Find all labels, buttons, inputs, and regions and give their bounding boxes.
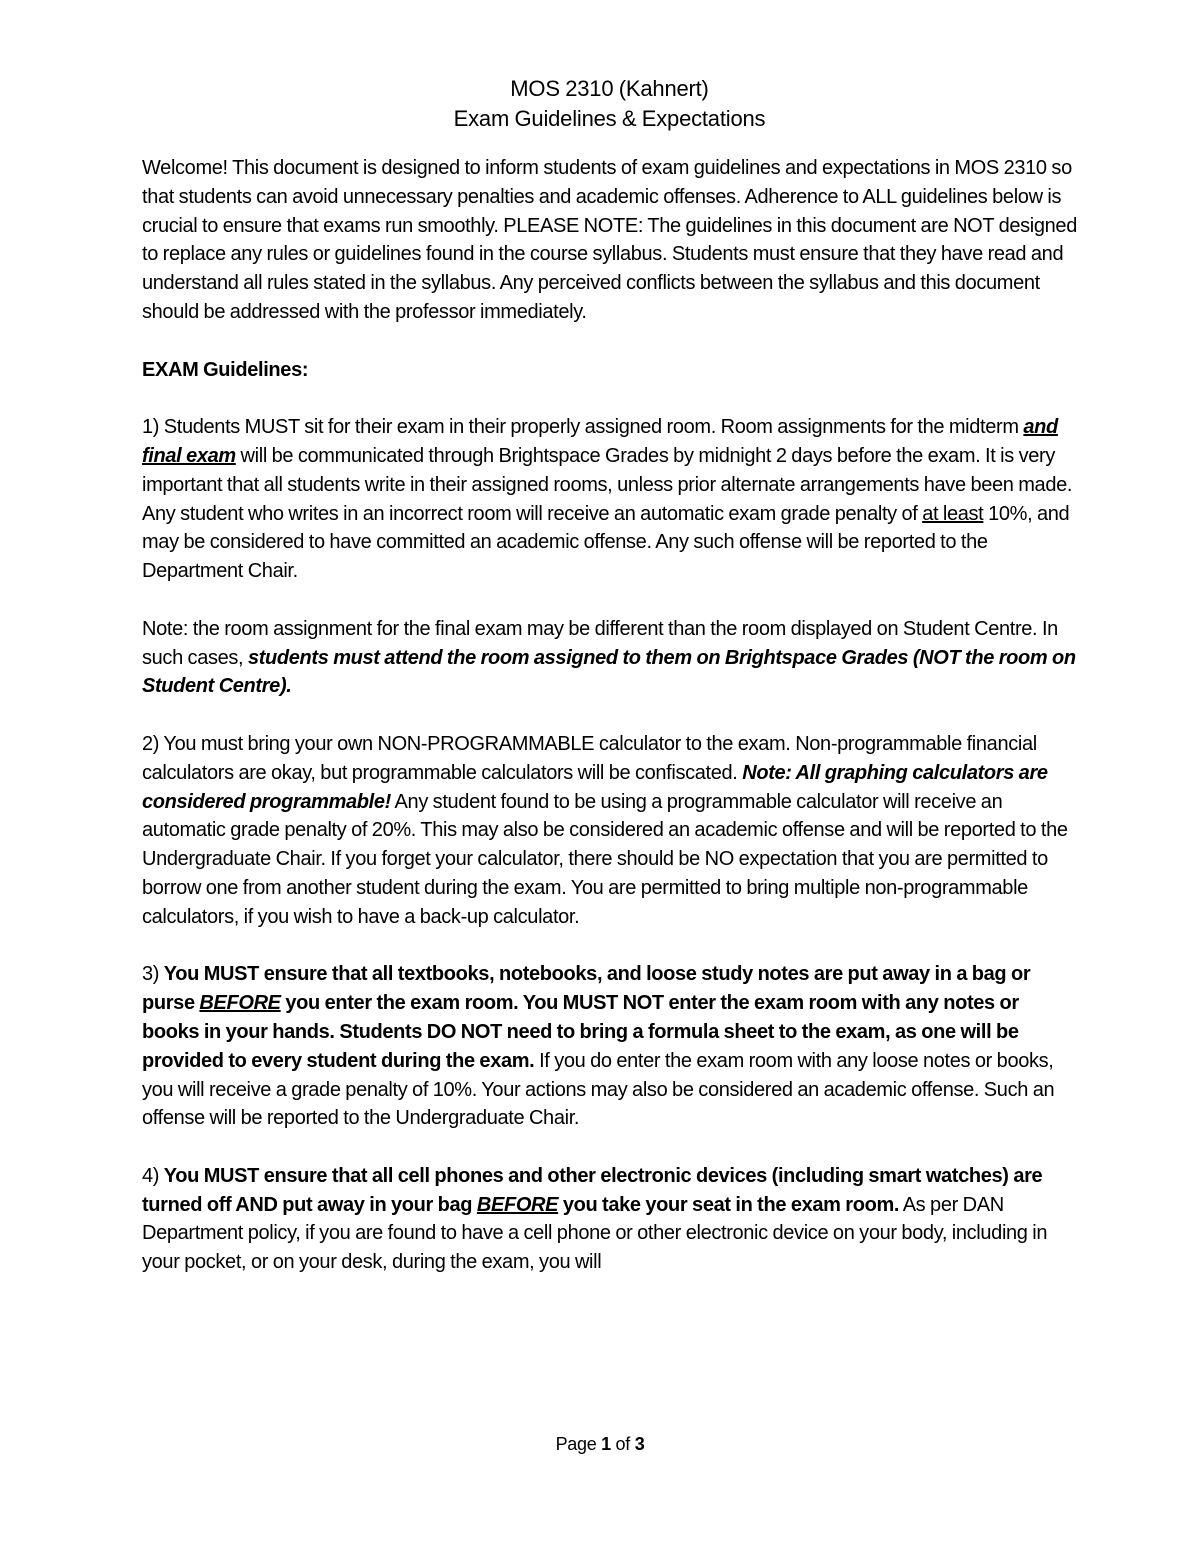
guideline-1-text-b: will be communicated through Brightspace Grades by midnight 2 days before the exam. It is very important that all students write in their assigned rooms, unless prior alternate arrangements have been made. Any student who writes in an incorrect room will receive an automatic exam grade penalty of — [142, 444, 1073, 525]
page-of-label: of — [610, 1434, 635, 1454]
guideline-1-text-c: 10%, and may be considered to have committed an academic offense. Any such offense will be reported to the Department Chair. — [142, 502, 1070, 583]
document-header — [142, 74, 1077, 134]
guideline-4-text: As per DAN Department policy, if you are found to have a cell phone or other electronic device on your body, including in your pocket, or on your desk, during the exam, you will — [142, 1193, 1048, 1274]
guideline-3-emphasis: BEFORE — [199, 992, 281, 1015]
intro-paragraph: Welcome! This document is designed to inform students of exam guidelines and expectations in MOS 2310 so that students can avoid unnecessary penalties and academic offenses. Adherence to ALL guidelines below is crucial to ensure that exams run smoothly. PLEASE NOTE: The guidelines in this document are NOT designed to replace any rules or guidelines found in the course syllabus. Students must ensure that they have read and understand all rules stated in the syllabus. Any perceived conflicts between the syllabus and this document should be addressed with the professor immediately. — [142, 157, 1077, 323]
note-emphasis: students must attend the room assigned to them on Brightspace Grades (NOT the room on Student Centre). — [142, 646, 1076, 698]
note-text: Note: the room assignment for the final exam may be different than the room displayed on Student Centre. In such cases, — [142, 617, 1058, 669]
guideline-4-number: 4) — [142, 1164, 164, 1187]
guideline-4-bold-a: You MUST ensure that all cell phones and other electronic devices (including smart watches) are turned off AND put away in your bag — [142, 1164, 1043, 1216]
guideline-1-text-a: 1) Students MUST sit for their exam in their properly assigned room. Room assignments for the midterm — [142, 416, 1024, 439]
page-current-number: 1 — [601, 1434, 611, 1454]
guideline-3-number: 3) — [142, 963, 164, 986]
guideline-4-emphasis: BEFORE — [476, 1193, 559, 1216]
guideline-2-emphasis: Note: All graphing calculators are considered programmable! — [142, 761, 1048, 813]
guideline-3 — [142, 960, 1077, 1133]
page-label: Page — [555, 1434, 602, 1454]
note-room-assignment — [142, 615, 1077, 701]
guideline-2 — [142, 730, 1077, 932]
section-heading: EXAM Guidelines: — [142, 358, 309, 381]
document-body — [142, 74, 1077, 1306]
guideline-3-bold-b: you enter the exam room. You MUST NOT enter the exam room with any notes or books in your hands. Students DO NOT need to bring a formula sheet to the exam, as one will be provided to every student during the exam. — [142, 992, 1019, 1072]
guideline-3-bold-a: You MUST ensure that all textbooks, notebooks, and loose study notes are put away in a bag or purse — [142, 963, 1031, 1015]
guideline-2-text-a: 2) You must bring your own NON-PROGRAMMABLE calculator to the exam. Non-programmable financial calculators are okay, but programmable calculators will be confiscated. — [142, 732, 1037, 784]
guideline-4-bold-b: you take your seat in the exam room. — [558, 1193, 900, 1216]
page-footer — [0, 1434, 1200, 1455]
guideline-1-emphasis: and final exam — [142, 416, 1058, 467]
guideline-3-text: If you do enter the exam room with any loose notes or books, you will receive a grade penalty of 10%. Your actions may also be considered an academic offense. Such an offense will be reported to the Undergraduate Chair. — [142, 1049, 1055, 1130]
guideline-1 — [142, 413, 1077, 586]
document-title: Exam Guidelines & Expectations — [453, 106, 766, 131]
page-total-number: 3 — [634, 1434, 645, 1454]
guideline-4 — [142, 1162, 1077, 1277]
guideline-2-text-b: Any student found to be using a programmable calculator will receive an automatic grade penalty of 20%. This may also be considered an academic offense and will be reported to the Undergraduate Chair. If you forget your calculator, there should be NO expectation that you are permitted to borrow one from another student during the exam. You are permitted to bring multiple non-programmable calculators, if you wish to have a back-up calculator. — [142, 790, 1068, 928]
guideline-1-underline: at least — [922, 502, 984, 525]
course-title: MOS 2310 (Kahnert) — [510, 76, 709, 101]
